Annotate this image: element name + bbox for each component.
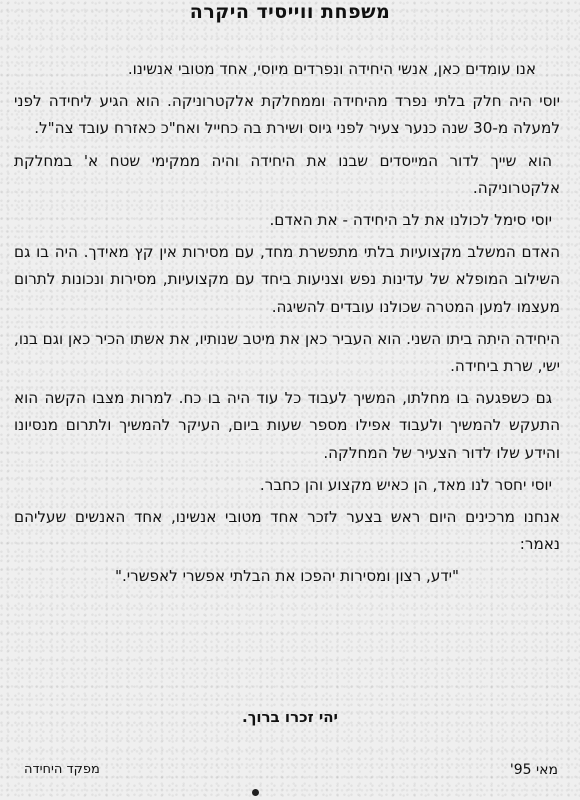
paragraph-illness: גם כשפגעה בו מחלתו, המשיך לעבוד כל עוד היה בו כח. למרות מצבו הקשה הוא התעקש להמשיך ולעבוד אפילו מספר שעות ביום, העיקר להמשיך ולתרום מנסיונו והידע שלו לדור הצעיר של המחלקה. — [14, 389, 560, 462]
paragraph-history: יוסי היה חלק בלתי נפרד מהיחידה וממחלקת אלקטרוניקה. הוא הגיע ליחידה לפני למעלה מ-30 שנה כנער צעיר לפני גיוס ושירת בה כחייל ואח"כ כאזרח עובד צה"ל. — [14, 92, 560, 138]
punch-mark — [252, 789, 259, 796]
letter-body — [14, 56, 560, 596]
paragraph-home: היחידה היתה ביתו השני. הוא העביר כאן את מיטב שנותיו, את אשתו הכיר כאן וגם בנו, ישי, שרת ביחידה. — [14, 329, 560, 376]
paragraph-heart: יוסי סימל לכולנו את לב היחידה - את האדם. — [269, 211, 552, 230]
letter-signature: מפקד היחידה — [24, 762, 100, 777]
paragraph-intro: אנו עומדים כאן, אנשי היחידה ונפרדים מיוסי, אחד מטובי אנשינו. — [127, 60, 536, 78]
closing-blessing: יהי זכרו ברוך. — [242, 708, 338, 726]
letter-title: משפחת ווייסיד היקרה — [189, 1, 391, 23]
quote: "ידע, רצון ומסירות יהפכו את הבלתי אפשרי לאפשרי." — [114, 567, 460, 586]
letter-date: מאי 95' — [509, 762, 558, 778]
paragraph-founders: הוא שייך לדור המייסדים שבנו את היחידה והיה ממקימי שטח א' במחלקת אלקטרוניקה. — [14, 151, 560, 197]
memorial-letter — [14, 0, 566, 800]
paragraph-character: האדם המשלב מקצועיות בלתי מתפשרת מחד, עם מסירות אין קץ מאידך. היה בו גם השילוב המופלא של עדינות נפש וצניעות ביחד עם מקצועיות, מסירות ונכונות לתרום מעצמו למען המטרה שכולנו עובדים להשיגה. — [14, 243, 560, 316]
paragraph-tribute: אנחנו מרכינים היום ראש בצער לזכר אחד מטובי אנשינו, אחד האנשים שעליהם נאמר: — [14, 508, 560, 554]
paragraph-miss: יוסי יחסר לנו מאד, הן כאיש מקצוע והן כחבר. — [259, 475, 552, 494]
